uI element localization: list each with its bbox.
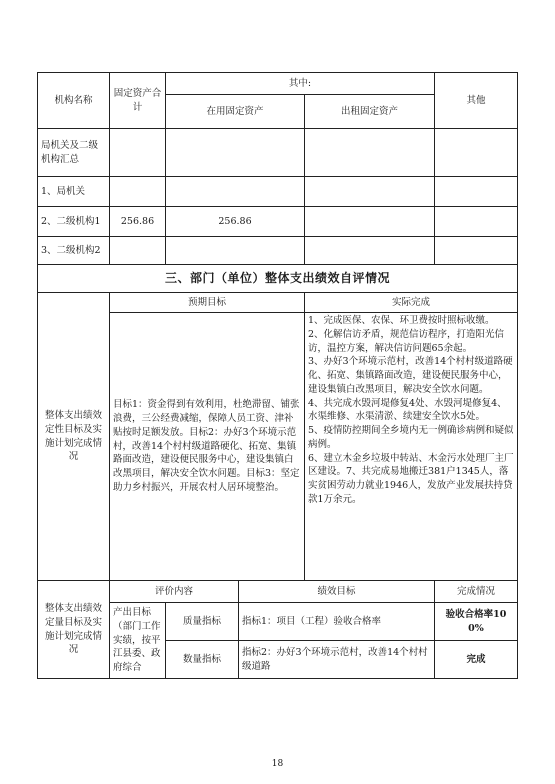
leased-cell xyxy=(305,177,435,207)
in-use-cell xyxy=(166,177,305,207)
org-name-cell: 1、局机关 xyxy=(38,177,110,207)
total-cell xyxy=(110,237,166,265)
expected-header: 预期目标 xyxy=(110,293,305,313)
leased-cell xyxy=(305,237,435,265)
list-item: 3、办好3个环境示范村，改善14个村村级道路硬化、拓宽、集镇路面改造，建设便民服务中心，建设集镇白改黑项目，解决安全饮水问题。 xyxy=(308,356,513,395)
header-leased: 出租固定资产 xyxy=(305,95,435,129)
other-cell xyxy=(435,207,518,237)
table-row xyxy=(38,207,518,237)
table-row xyxy=(38,237,518,265)
page-number: 18 xyxy=(271,759,284,769)
header-other: 其他 xyxy=(435,73,518,129)
list-item: 5、疫情防控期间全乡境内无一例确诊病例和疑似病例。 xyxy=(308,425,514,450)
expenditure-table xyxy=(37,72,518,679)
qualitative-label: 整体支出绩效定性目标及实施计划完成情况 xyxy=(38,293,110,581)
list-item: 6、建立木金乡垃圾中转站、木金污水处理厂主厂区建设。7、共完成易地搬迁381户1345人，落实贫困劳动力就业1946人，发放产业发展扶持贷款1万余元。 xyxy=(308,452,514,505)
actual-results xyxy=(305,313,518,581)
indicator-cell: 指标2：办好3个环境示范村，改善14个村村级道路 xyxy=(239,641,435,679)
org-name-cell: 2、二级机构1 xyxy=(38,207,110,237)
total-cell: 256.86 xyxy=(110,207,166,237)
category-cell: 质量指标 xyxy=(166,603,239,641)
table-row xyxy=(38,177,518,207)
table-row xyxy=(38,603,518,641)
table-row xyxy=(38,129,518,177)
org-name-cell: 局机关及二级机构汇总 xyxy=(38,129,110,177)
list-item: 2、化解信访矛盾，规范信访程序，打造阳光信访，温控方案，解决信访问题65余起。 xyxy=(308,328,505,354)
in-use-cell xyxy=(166,129,305,177)
category-cell: 数量指标 xyxy=(166,641,239,679)
section-title: 三、部门（单位）整体支出绩效自评情况 xyxy=(38,265,518,293)
in-use-cell: 256.86 xyxy=(166,207,305,237)
header-org-name: 机构名称 xyxy=(38,73,110,129)
indicator-cell: 指标1：项目（工程）验收合格率 xyxy=(239,603,435,641)
other-cell xyxy=(435,129,518,177)
quantitative-label: 整体支出绩效定量目标及实施计划完成情况 xyxy=(38,581,110,679)
leased-cell xyxy=(305,129,435,177)
expected-goals-text: 目标1：资金得到有效利用，杜绝滞留、铺张浪费，三公经费减缩，保障人员工资、津补贴按时足额发放。目标2：办好3个环境示范村，改善14个村村级道路硬化、拓宽、集镇路面改造，建设便民服务中心，建设集镇白改黑项目，解决安全饮水问题。目标3：坚定助力乡村振兴，开展农村人居环境整治。 xyxy=(110,313,305,581)
indicator-header: 绩效目标 xyxy=(239,581,435,603)
total-cell xyxy=(110,177,166,207)
org-name-cell: 3、二级机构2 xyxy=(38,237,110,265)
list-item: 1、完成医保、农保、环卫费按时照标收缴。 xyxy=(308,315,495,326)
output-target-cell: 产出目标（部门工作实绩，按平江县委、政府综合 xyxy=(110,603,166,679)
header-fixed-assets-total: 固定资产合计 xyxy=(110,73,166,129)
header-of-which: 其中: xyxy=(166,73,435,95)
result-cell: 验收合格率100% xyxy=(435,603,518,641)
total-cell xyxy=(110,129,166,177)
eval-header: 评价内容 xyxy=(110,581,239,603)
other-cell xyxy=(435,237,518,265)
result-cell: 完成 xyxy=(435,641,518,679)
list-item: 4、共完成水毁河堤修复4处、水毁河堤修复4、水渠维修、水渠清淤、续建安全饮水5处。 xyxy=(308,397,507,423)
header-in-use: 在用固定资产 xyxy=(166,95,305,129)
other-cell xyxy=(435,177,518,207)
actual-header: 实际完成 xyxy=(305,293,518,313)
result-header: 完成情况 xyxy=(435,581,518,603)
leased-cell xyxy=(305,207,435,237)
in-use-cell xyxy=(166,237,305,265)
